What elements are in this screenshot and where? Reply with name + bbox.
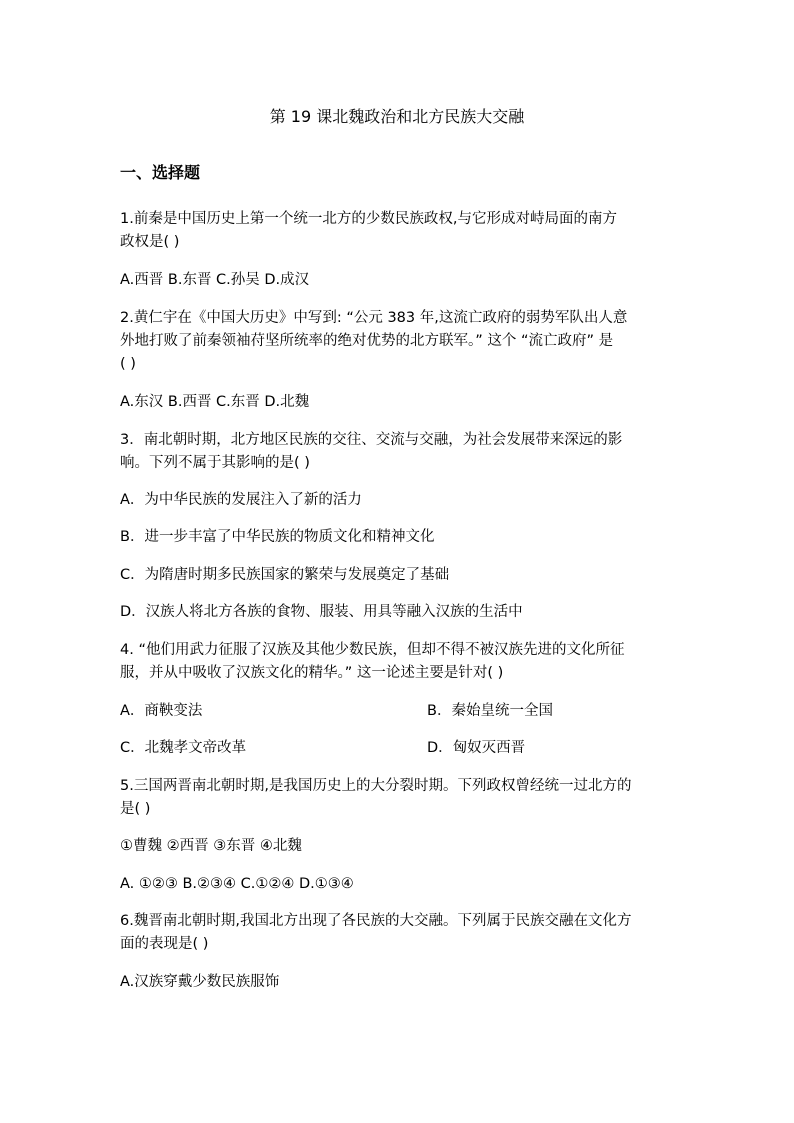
q6-stem-line1: 6.魏晋南北朝时期,我国北方出现了各民族的大交融。下列属于民族交融在文化方 <box>120 913 632 929</box>
q3-option-b: B．进一步丰富了中华民族的物质文化和精神文化 <box>120 529 435 545</box>
q4-stem-line2: 服，并从中吸收了汉族文化的精华。” 这一论述主要是针对( ) <box>120 665 504 681</box>
q4-option-d: D．匈奴灭西晋 <box>427 740 526 756</box>
q6-option-a: A.汉族穿戴少数民族服饰 <box>120 974 280 990</box>
q1-stem-line2: 政权是( ) <box>120 234 180 250</box>
q3-option-c: C．为隋唐时期多民族国家的繁荣与发展奠定了基础 <box>120 567 450 583</box>
q2-stem-line3: ( ) <box>120 356 136 372</box>
section-heading: 一、选择题 <box>120 163 201 182</box>
page-title: 第 19 课北魏政治和北方民族大交融 <box>269 107 525 126</box>
q5-items: ①曹魏 ②西晋 ③东晋 ④北魏 <box>120 838 302 854</box>
q3-option-a: A．为中华民族的发展注入了新的活力 <box>120 492 362 508</box>
q2-options: A.东汉 B.西晋 C.东晋 D.北魏 <box>120 394 310 410</box>
q3-stem-line1: 3．南北朝时期，北方地区民族的交往、交流与交融，为社会发展带来深远的影 <box>120 432 623 448</box>
q5-options: A. ①②③ B.②③④ C.①②④ D.①③④ <box>120 876 354 892</box>
q3-stem-line2: 响。下列不属于其影响的是( ) <box>120 455 310 471</box>
q3-option-d: D．汉族人将北方各族的食物、服装、用具等融入汉族的生活中 <box>120 604 523 620</box>
q1-options: A.西晋 B.东晋 C.孙吴 D.成汉 <box>120 272 310 288</box>
q4-stem-line1: 4. “他们用武力征服了汉族及其他少数民族，但却不得不被汉族先进的文化所征 <box>120 642 625 658</box>
q1-stem-line1: 1.前秦是中国历史上第一个统一北方的少数民族政权,与它形成对峙局面的南方 <box>120 211 617 227</box>
q5-stem-line2: 是( ) <box>120 801 151 817</box>
q4-option-c: C．北魏孝文帝改革 <box>120 740 247 756</box>
q5-stem-line1: 5.三国两晋南北朝时期,是我国历史上的大分裂时期。下列政权曾经统一过北方的 <box>120 778 632 794</box>
q4-option-a: A．商鞅变法 <box>120 703 203 719</box>
q2-stem-line2: 外地打败了前秦领袖苻坚所统率的绝对优势的北方联军。” 这个 “流亡政府” 是 <box>120 333 614 349</box>
q4-option-b: B．秦始皇统一全国 <box>427 703 553 719</box>
q6-stem-line2: 面的表现是( ) <box>120 936 209 952</box>
q2-stem-line1: 2.黄仁宇在《中国大历史》中写到: “公元 383 年,这流亡政府的弱势军队出人意 <box>120 310 628 326</box>
